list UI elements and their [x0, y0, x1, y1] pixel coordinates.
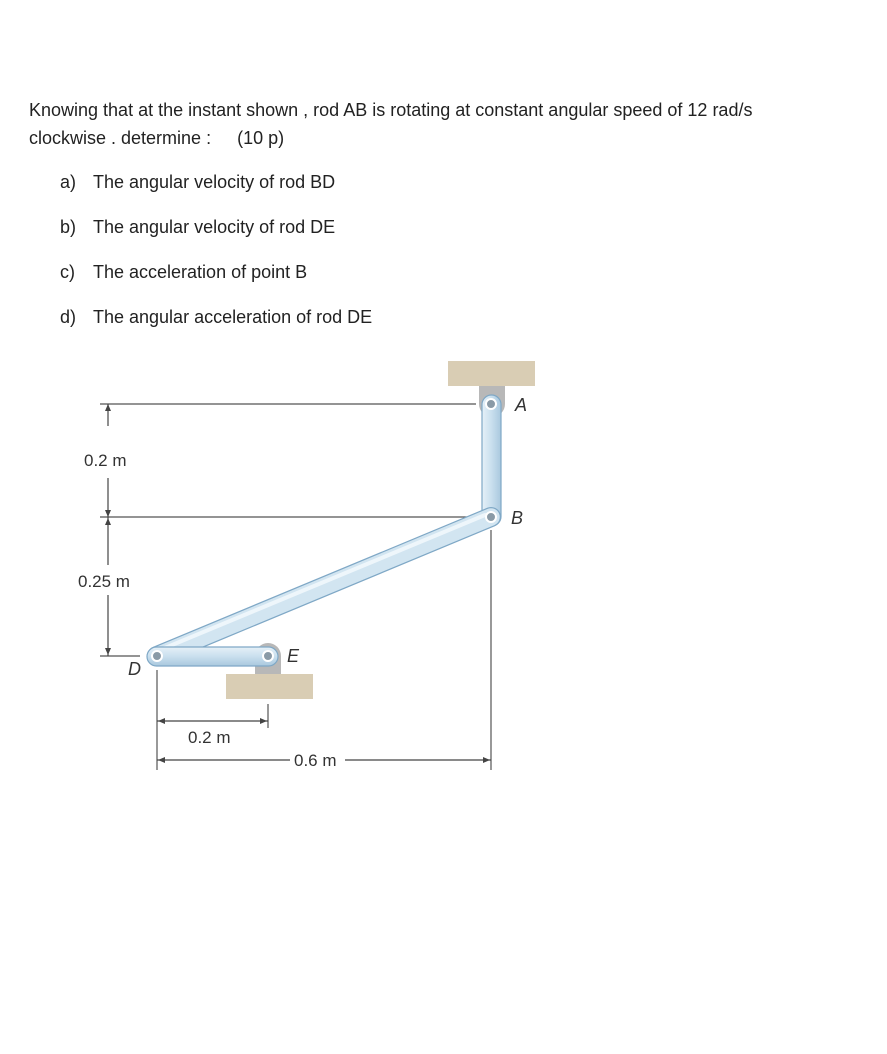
point-a-label: A — [515, 395, 528, 415]
dim-ab-label: 0.2 m — [84, 451, 127, 470]
rod-bd — [157, 517, 491, 656]
question-text: The angular velocity of rod DE — [93, 217, 336, 237]
pin-b — [486, 512, 496, 522]
intro-line-1: Knowing that at the instant shown , rod AB is rotating at constant angular speed of 12 rad/s — [29, 100, 753, 120]
points-value: (10 p) — [237, 128, 285, 148]
question-text: The angular velocity of rod BD — [93, 172, 336, 192]
question-label: d) — [60, 307, 77, 327]
dim-db-arrow-right — [483, 757, 490, 763]
question-label: c) — [60, 262, 75, 282]
question-c — [60, 258, 372, 303]
question-label: b) — [60, 217, 77, 237]
dim-ab-arrow-top — [105, 404, 111, 411]
question-text: The acceleration of point B — [93, 262, 308, 282]
pin-d — [152, 651, 162, 661]
question-list — [60, 168, 372, 348]
dim-de-arrow-right — [260, 718, 267, 724]
rod-ab — [482, 395, 501, 526]
dim-ab-arrow-bottom — [105, 510, 111, 517]
linkage-diagram — [0, 340, 887, 800]
support-a-ceiling — [448, 361, 535, 386]
question-text: The angular acceleration of rod DE — [93, 307, 373, 327]
point-b-label: B — [511, 508, 524, 528]
intro-line-2-text: clockwise . determine : — [29, 128, 212, 148]
question-b — [60, 213, 372, 258]
question-a — [60, 168, 372, 213]
pin-a — [486, 399, 496, 409]
point-e-label: E — [287, 646, 300, 666]
dim-bd-label: 0.25 m — [78, 572, 130, 591]
rod-bd-highlight — [160, 515, 485, 650]
rod-de — [147, 647, 278, 666]
pin-e — [263, 651, 273, 661]
dim-db-label: 0.6 m — [294, 751, 337, 770]
dim-bd-arrow-top — [105, 518, 111, 525]
dim-db-arrow-left — [158, 757, 165, 763]
dim-de-label: 0.2 m — [188, 728, 231, 747]
point-d-label: D — [128, 659, 141, 679]
dim-de-arrow-left — [158, 718, 165, 724]
dim-bd-arrow-bottom — [105, 648, 111, 655]
question-label: a) — [60, 172, 77, 192]
intro-line-2 — [29, 124, 869, 152]
problem-statement — [29, 96, 869, 152]
support-e-base — [226, 674, 313, 699]
